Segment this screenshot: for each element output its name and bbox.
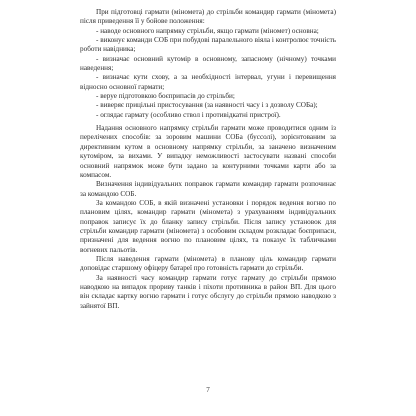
- paragraph: За командою СОБ, в якій визначені установки і порядок ведення вогню по плановим цілях, командир гармати (міномета) з урахуванням індивідуальних поправок записує їх до бланку запису стрільби. Після запису установок для стрільби командир гармати (міномета) з особовим складом розкладає боєприпаси, призначені для ведення вогню по плановим цілях, та показує їх табличками вогневих пальотів.: [80, 198, 336, 254]
- list-item: - визначає кути схову, а за необхідності інтервал, угуни і перевищення відносно основної гармати;: [80, 73, 336, 91]
- paragraph-intro: При підготовці гармати (міномета) до стрільби командир гармати (міномета) після приведення її у бойове положення:: [80, 8, 336, 26]
- list-item: - визначає основний кутомір в основному, запасному (нічному) точками наведення;: [80, 54, 336, 73]
- body-text: [80, 8, 336, 311]
- list-item: - наводе основного напрямку стрільби, якщо гармати (міномет) основна;: [96, 26, 319, 35]
- paragraph: Визначення індивідуальних поправок гармати командир гармати розпочинає за командою СОБ.: [80, 180, 336, 198]
- paragraph: За наявності часу командир гармати готує гармату до стрільби прямою наводкою на випадок прориву танків і піхоти противника в район ВП. Для цього він складає картку вогню гармати і готує обслугу до стрільби прямою наводкою з зайнятої ВП.: [80, 273, 336, 310]
- paragraph: Після наведення гармати (міномета) в планову ціль командир гармати доповідає старшому офіцеру батареї про готовність гармати до стрільби.: [80, 254, 336, 273]
- list-item: - виконує команди СОБ при побудові паралельного віяла і контролює точність роботи навідника;: [80, 36, 336, 54]
- list-item: - оглядає гармату (особливо ствол і противідкатні пристрої).: [96, 110, 281, 119]
- list-item: - виверяє прицільні пристосування (за наявності часу і з дозволу СОБа);: [96, 101, 318, 110]
- paragraph: Надання основного напрямку стрільби гармати може проводитися одним із перелічених способів: за зоровим машини СОБа (буссолі), зорієнтованим за директивним кутом в основному напрямку стрільби, за заначено визначеним кутоміром, за вихами. У випадку неможливості застосувати названі способи основний напрямок може бути задано за контурними точками карти або за компасом.: [80, 124, 336, 179]
- page-number: 7: [206, 386, 210, 394]
- list-item: - веруе підготовкою боєприпасів до стрільби;: [96, 92, 235, 101]
